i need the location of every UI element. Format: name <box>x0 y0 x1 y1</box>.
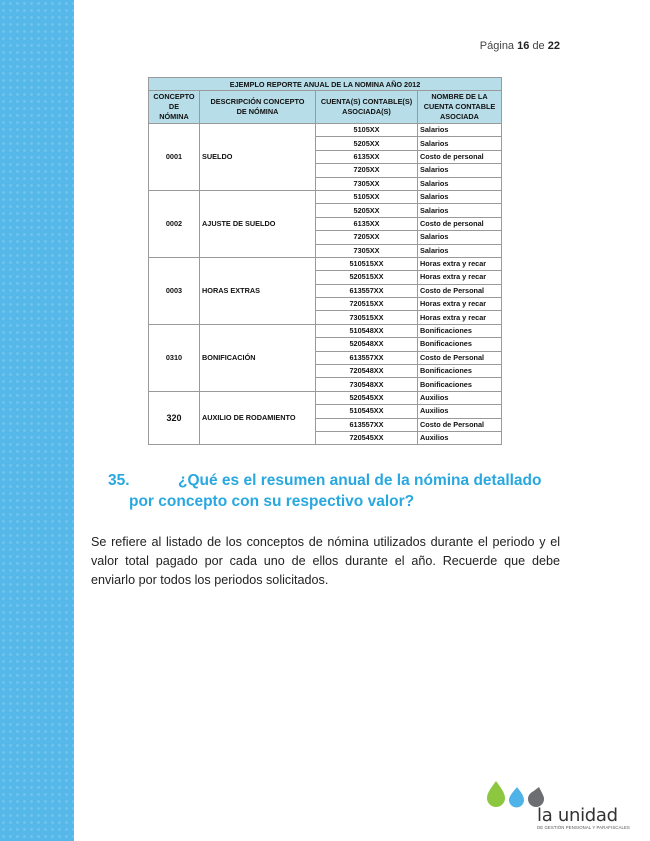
concept-description: AUXILIO DE RODAMIENTO <box>200 391 316 445</box>
account-name: Auxilios <box>418 391 502 404</box>
concept-description: SUELDO <box>200 124 316 191</box>
account-name: Horas extra y recar <box>418 271 502 284</box>
page-number: Página 16 de 22 <box>479 40 560 52</box>
annual-payroll-report-table <box>148 77 502 445</box>
account-name: Costo de Personal <box>418 284 502 297</box>
account-code: 613557XX <box>316 418 418 431</box>
account-code: 520545XX <box>316 391 418 404</box>
account-code: 5205XX <box>316 204 418 217</box>
account-name: Salarios <box>418 177 502 190</box>
table-row <box>149 257 502 270</box>
account-code: 7205XX <box>316 231 418 244</box>
header-description: DESCRIPCIÓN CONCEPTO DE NÓMINA <box>200 91 316 124</box>
account-name: Costo de personal <box>418 217 502 230</box>
account-code: 6135XX <box>316 150 418 163</box>
account-name: Bonificaciones <box>418 338 502 351</box>
concept-code: 320 <box>149 391 200 445</box>
table-row <box>149 124 502 137</box>
question-number: 35. <box>108 472 130 489</box>
account-code: 5105XX <box>316 124 418 137</box>
concept-description: AJUSTE DE SUELDO <box>200 190 316 257</box>
account-name: Costo de Personal <box>418 418 502 431</box>
question-heading <box>108 470 560 512</box>
decorative-sidebar <box>0 0 74 841</box>
account-name: Salarios <box>418 231 502 244</box>
table-title: EJEMPLO REPORTE ANUAL DE LA NOMINA AÑO 2012 <box>149 78 502 91</box>
question-line-1: ¿Qué es el resumen anual de la nómina detallado <box>178 472 542 489</box>
account-code: 730548XX <box>316 378 418 391</box>
account-code: 7305XX <box>316 177 418 190</box>
account-code: 613557XX <box>316 284 418 297</box>
la-unidad-logo <box>485 775 630 835</box>
logo-drops-icon <box>485 775 545 815</box>
answer-paragraph: Se refiere al listado de los conceptos de nómina utilizados durante el periodo y el valor total pagado por cada uno de ellos durante el año. Recuerde que debe enviarlo por todos los periodos solicitados. <box>91 535 560 587</box>
header-concept: CONCEPTO DE NÓMINA <box>149 91 200 124</box>
account-name: Auxilios <box>418 431 502 444</box>
header-accounts: CUENTA(S) CONTABLE(S) ASOCIADA(S) <box>316 91 418 124</box>
account-code: 520548XX <box>316 338 418 351</box>
account-name: Salarios <box>418 124 502 137</box>
concept-code: 0310 <box>149 324 200 391</box>
account-name: Costo de personal <box>418 150 502 163</box>
account-code: 6135XX <box>316 217 418 230</box>
account-code: 730515XX <box>316 311 418 324</box>
concept-code: 0001 <box>149 124 200 191</box>
account-code: 5105XX <box>316 190 418 203</box>
account-name: Auxilios <box>418 405 502 418</box>
account-name: Costo de Personal <box>418 351 502 364</box>
logo-wordmark: la unidad <box>537 805 618 826</box>
account-code: 510548XX <box>316 324 418 337</box>
question-line-2: por concepto con su respectivo valor? <box>129 493 415 510</box>
account-name: Bonificaciones <box>418 324 502 337</box>
account-name: Salarios <box>418 190 502 203</box>
table-row <box>149 391 502 404</box>
account-code: 613557XX <box>316 351 418 364</box>
account-code: 720548XX <box>316 365 418 378</box>
concept-code: 0003 <box>149 257 200 324</box>
account-name: Horas extra y recar <box>418 298 502 311</box>
concept-description: HORAS EXTRAS <box>200 257 316 324</box>
header-account-name: NOMBRE DE LA CUENTA CONTABLE ASOCIADA <box>418 91 502 124</box>
logo-tagline: DE GESTIÓN PENSIONAL Y PARAFISCALES <box>537 825 630 830</box>
account-name: Horas extra y recar <box>418 257 502 270</box>
account-code: 720515XX <box>316 298 418 311</box>
account-name: Horas extra y recar <box>418 311 502 324</box>
account-name: Salarios <box>418 164 502 177</box>
account-code: 7305XX <box>316 244 418 257</box>
account-name: Bonificaciones <box>418 378 502 391</box>
account-name: Salarios <box>418 204 502 217</box>
account-code: 510515XX <box>316 257 418 270</box>
account-name: Salarios <box>418 244 502 257</box>
account-code: 510545XX <box>316 405 418 418</box>
table-row <box>149 324 502 337</box>
account-code: 7205XX <box>316 164 418 177</box>
concept-description: BONIFICACIÓN <box>200 324 316 391</box>
table-row <box>149 190 502 203</box>
account-code: 720545XX <box>316 431 418 444</box>
account-name: Bonificaciones <box>418 365 502 378</box>
account-code: 520515XX <box>316 271 418 284</box>
concept-code: 0002 <box>149 190 200 257</box>
account-code: 5205XX <box>316 137 418 150</box>
account-name: Salarios <box>418 137 502 150</box>
